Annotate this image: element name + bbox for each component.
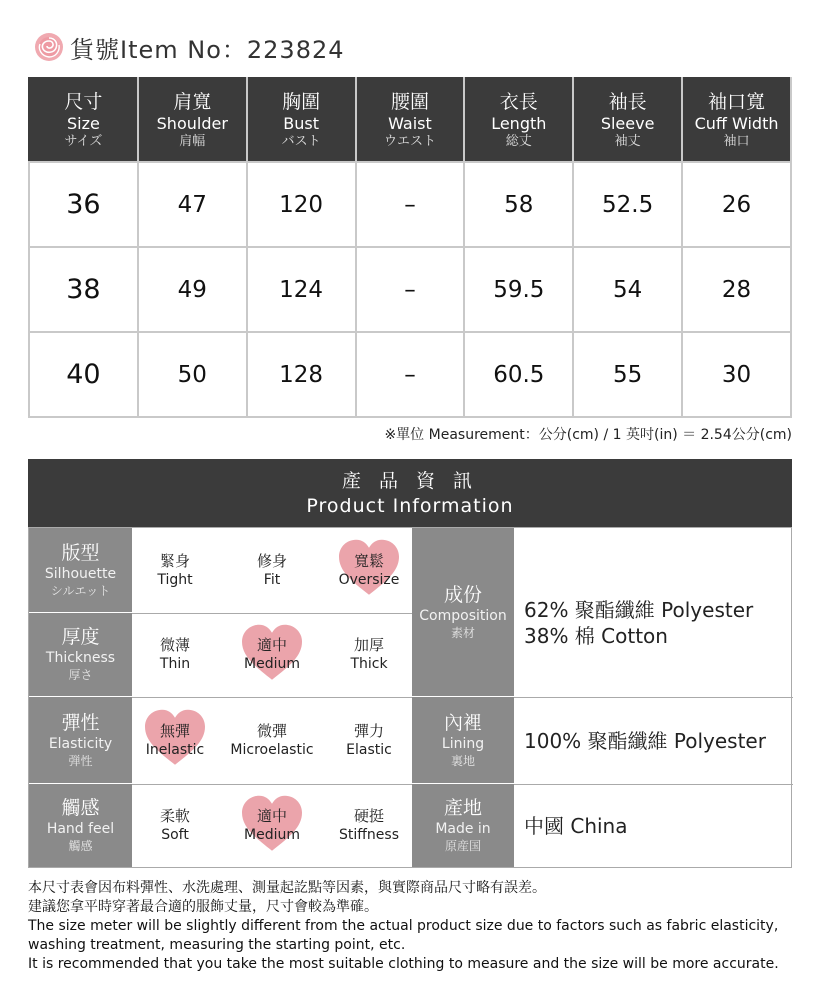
measurement-cell: – [356,332,465,417]
option-zh: 適中 [256,636,287,654]
detail-jp: 原産国 [444,839,481,853]
measurement-cell: 55 [573,332,682,417]
detail-label [412,528,514,696]
attribute-option [228,552,316,589]
attribute-en: Hand feel [46,821,115,837]
detail-en: Lining [441,735,485,752]
table-row [29,162,791,247]
disclaimer-line: washing treatment, measuring the starting point, etc. [28,937,406,953]
table-row [29,332,791,417]
option-en: Elastic [346,741,392,758]
attribute-label [29,697,132,783]
option-zh: 硬挺 [353,807,384,825]
option-en: Thin [159,656,191,672]
detail-value [524,813,628,839]
attribute-option [325,807,413,844]
header-jp: 肩幅 [179,133,206,149]
header-zh: 袖口寬 [708,90,766,113]
size-cell: 40 [29,332,138,417]
option-zh: 柔軟 [159,807,190,825]
column-header [138,78,247,162]
detail-jp: 素材 [450,625,475,640]
option-en: Medium [244,827,300,843]
attribute-option [228,636,316,673]
column-header [356,78,465,162]
detail-zh: 產地 [443,797,482,819]
measurement-cell: 28 [682,247,791,332]
attribute-label [29,528,132,612]
option-en: Inelastic [145,741,205,758]
option-zh: 緊身 [159,551,190,570]
detail-zh: 成份 [443,583,482,606]
size-disclaimer [28,879,798,974]
option-zh: 微薄 [159,636,190,654]
product-info-title-zh: 產 品 資 訊 [341,470,479,492]
measurement-cell: 60.5 [464,332,573,417]
header-en: Sleeve [600,113,655,133]
measurement-cell: – [356,247,465,332]
attribute-jp: 弾性 [68,753,93,768]
option-en: Thick [350,656,388,672]
header-en: Waist [388,113,432,133]
header-jp: 総丈 [505,133,532,149]
option-zh: 寬鬆 [353,551,384,570]
header-zh: 衣長 [499,90,538,113]
measurement-cell: 128 [247,332,356,417]
size-cell: 38 [29,247,138,332]
row-divider [132,697,412,698]
attribute-zh: 厚度 [61,626,100,648]
attribute-option [228,807,316,844]
measurement-cell: 30 [682,332,791,417]
item-number-header [34,30,345,64]
detail-en: Composition [419,607,507,624]
measurement-cell: 47 [138,162,247,247]
detail-label [412,697,514,783]
disclaimer-line: 建議您拿平時穿著最合適的服飾丈量，尺寸會較為準確。 [28,899,378,915]
option-zh: 彈力 [353,721,384,740]
detail-value-line: 62% 聚酯纖維 Polyester [524,597,754,622]
attribute-label [29,613,132,696]
detail-jp: 裏地 [450,753,475,768]
row-divider [132,613,412,614]
attribute-option [131,807,219,844]
measurement-cell: 120 [247,162,356,247]
size-cell: 36 [29,162,138,247]
attribute-en: Silhouette [44,565,117,582]
option-en: Stiffness [339,827,399,843]
header-en: Size [67,113,100,133]
attribute-jp: 觸感 [68,839,93,853]
row-divider [514,697,793,698]
detail-value-line: 38% 棉 Cotton [524,623,668,648]
attribute-zh: 彈性 [61,711,100,734]
header-jp: 袖口 [723,133,750,149]
detail-value [524,597,753,649]
detail-value-line: 中國 China [524,814,628,838]
attribute-option [325,722,413,759]
header-jp: サイズ [64,133,103,149]
option-zh: 無彈 [159,721,190,740]
measurement-cell: 49 [138,247,247,332]
detail-en: Made in [435,821,491,837]
measurement-cell: 52.5 [573,162,682,247]
measurement-cell: 58 [464,162,573,247]
measurement-cell: 26 [682,162,791,247]
option-zh: 適中 [256,807,287,825]
header-zh: 胸圍 [282,90,321,113]
header-jp: 袖丈 [614,133,641,149]
rose-icon [34,32,64,62]
option-en: Soft [161,827,189,843]
measurement-cell: 124 [247,247,356,332]
disclaimer-line: 本尺寸表會因布料彈性、水洗處理、測量起訖點等因素，與實際商品尺寸略有誤差。 [28,880,546,896]
option-en: Oversize [338,571,400,588]
header-en: Cuff Width [694,113,779,133]
attribute-option [228,722,316,759]
attribute-option [131,722,219,759]
option-en: Microelastic [230,741,314,758]
header-zh: 肩寬 [173,90,212,113]
attribute-en: Thickness [45,650,116,666]
detail-value [524,728,766,754]
detail-value-line: 100% 聚酯纖維 Polyester [524,728,766,753]
row-divider [514,784,793,785]
header-jp: バスト [281,133,321,149]
attribute-en: Elasticity [48,735,113,752]
detail-label [412,784,514,867]
measurement-cell: 59.5 [464,247,573,332]
measurement-note: ※單位 Measurement：公分(cm) / 1 英吋(in) ＝ 2.54公分(cm) [384,427,792,443]
option-en: Medium [244,656,300,672]
row-divider [132,784,412,785]
item-number: 貨號Item No：223824 [70,35,345,64]
measurement-cell: – [356,162,465,247]
attribute-option [325,552,413,589]
column-header [247,78,356,162]
header-jp: ウエスト [383,133,436,149]
attribute-zh: 觸感 [61,797,100,819]
product-info-header [28,459,792,527]
header-en: Length [491,113,547,133]
detail-zh: 內裡 [443,711,482,734]
option-en: Fit [263,571,281,588]
option-en: Tight [157,571,193,588]
disclaimer-line: It is recommended that you take the most suitable clothing to measure and the size will be more accurate. [28,956,779,972]
header-en: Shoulder [156,113,228,133]
attribute-label [29,784,132,867]
header-zh: 袖長 [608,90,647,113]
size-table [28,77,792,418]
header-en: Bust [283,113,319,133]
column-header [29,78,138,162]
header-zh: 尺寸 [64,90,103,113]
header-zh: 腰圍 [390,90,429,113]
attribute-jp: 厚さ [68,668,93,682]
disclaimer-line: The size meter will be slightly different from the actual product size due to factors such as fabric elasticity, [28,918,779,934]
measurement-cell: 54 [573,247,682,332]
attribute-option [325,636,413,673]
option-zh: 加厚 [353,636,384,654]
attribute-jp: シルエット [50,583,111,598]
attribute-zh: 版型 [61,541,100,564]
column-header [682,78,791,162]
measurement-cell: 50 [138,332,247,417]
option-zh: 修身 [256,551,287,570]
product-info-grid [28,527,792,868]
attribute-option [131,636,219,673]
product-info-title-en: Product Information [306,495,514,517]
column-header [573,78,682,162]
table-row [29,247,791,332]
attribute-option [131,552,219,589]
option-zh: 微彈 [256,721,287,740]
column-header [464,78,573,162]
